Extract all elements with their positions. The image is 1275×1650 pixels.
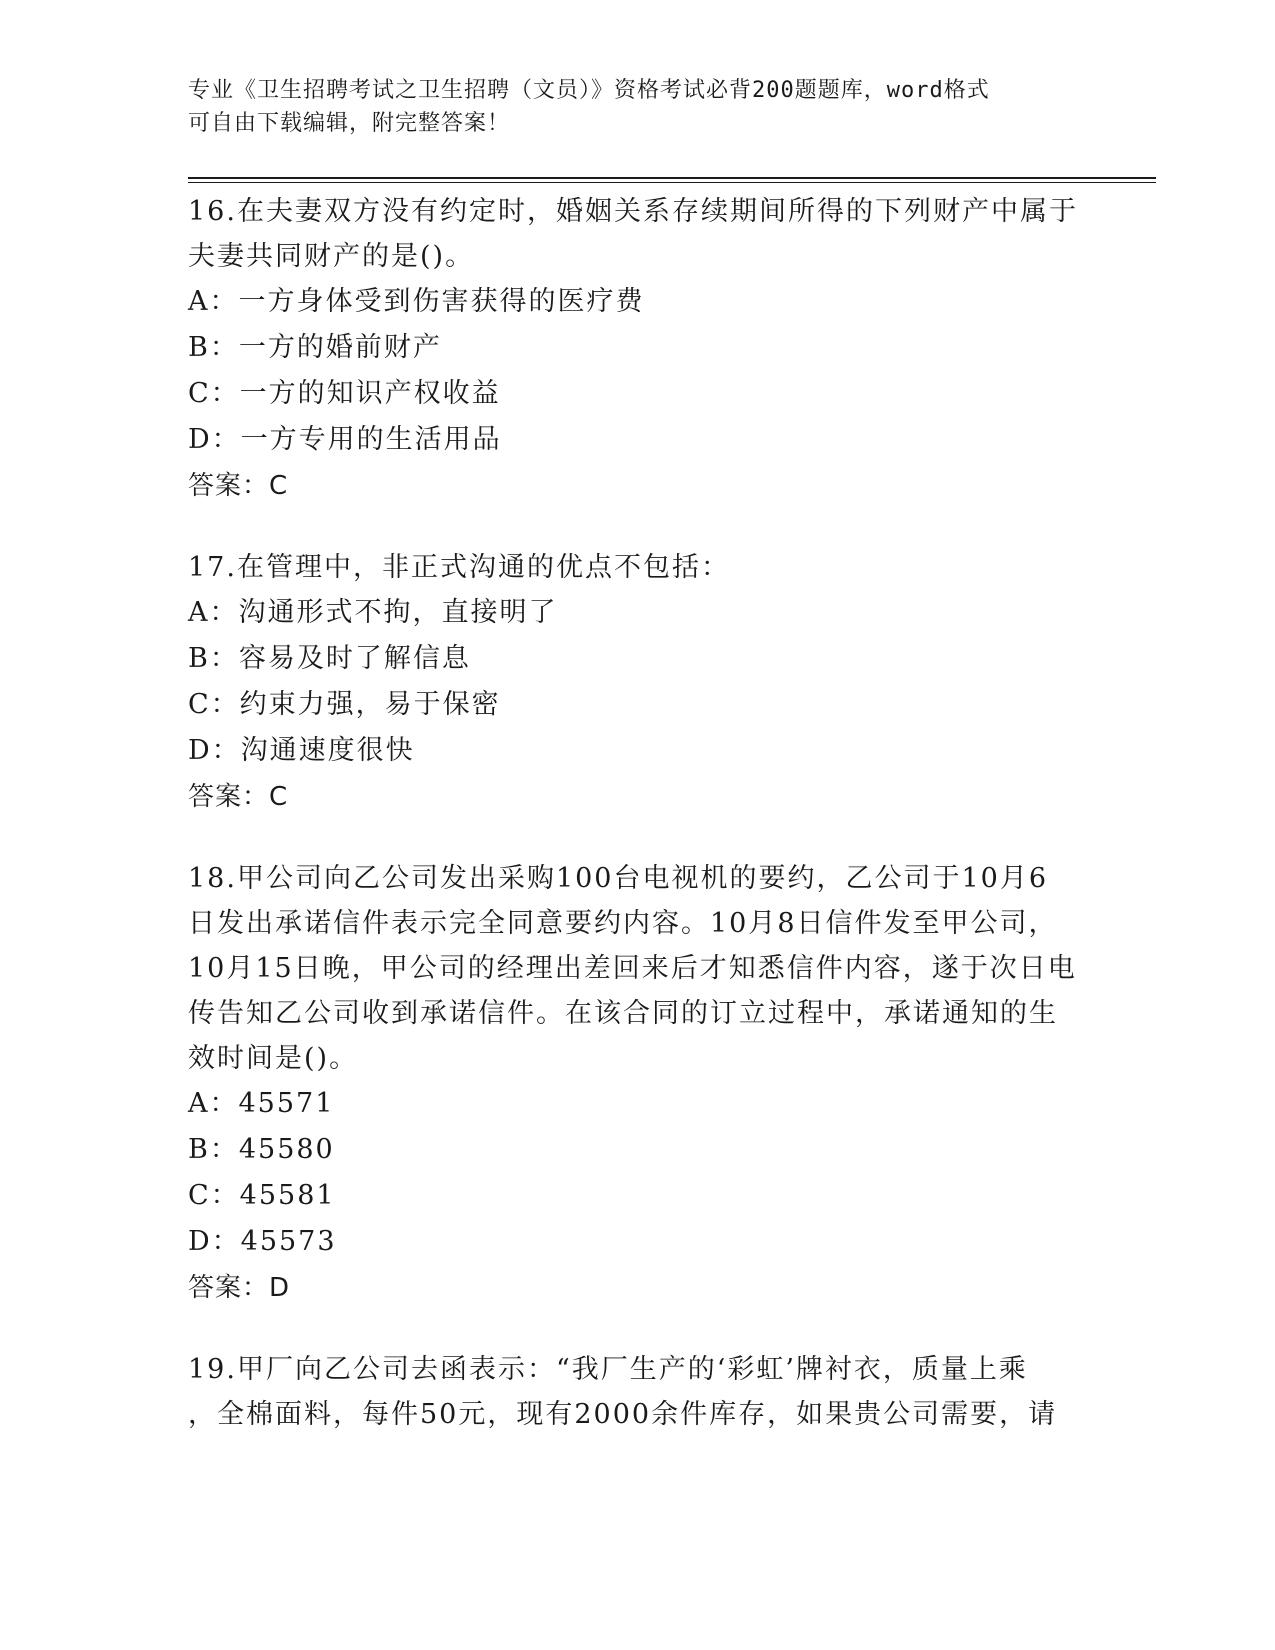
header-line-2: 可自由下载编辑，附完整答案！	[188, 111, 511, 136]
answer-line: 答案：C	[188, 782, 289, 812]
option-a: A：45571	[188, 1088, 335, 1119]
header-line-1: 专业《卫生招聘考试之卫生招聘（文员）》资格考试必背200题题库，word格式	[188, 78, 990, 103]
option-a: A：沟通形式不拘，直接明了	[188, 597, 558, 628]
answer-line: 答案：D	[188, 1273, 291, 1303]
answer-line: 答案：C	[188, 471, 289, 501]
question-stem-line: 效时间是()。	[188, 1043, 359, 1074]
question-stem-line: 日发出承诺信件表示完全同意要约内容。10月8日信件发至甲公司，	[188, 908, 1058, 939]
option-b: B：一方的婚前财产	[188, 332, 442, 363]
option-c: C：约束力强，易于保密	[188, 689, 501, 720]
question-stem-line: 传告知乙公司收到承诺信件。在该合同的订立过程中，承诺通知的生	[188, 998, 1058, 1029]
option-c: C：一方的知识产权收益	[188, 378, 501, 409]
option-b: B：容易及时了解信息	[188, 643, 471, 674]
question-list	[188, 189, 1088, 1473]
option-d: D：45573	[188, 1226, 337, 1257]
option-a: A：一方身体受到伤害获得的医疗费	[188, 286, 645, 317]
question-stem-line: 17.在管理中，非正式沟通的优点不包括：	[188, 552, 730, 583]
header-divider-thin	[188, 182, 1156, 183]
question-stem-line: 18.甲公司向乙公司发出采购100台电视机的要约，乙公司于10月6	[188, 863, 1049, 894]
question-18	[188, 856, 1088, 1311]
option-d: D：一方专用的生活用品	[188, 424, 502, 455]
question-19	[188, 1347, 1088, 1437]
question-stem-line: 10月15日晚，甲公司的经理出差回来后才知悉信件内容，遂于次日电	[188, 953, 1077, 984]
question-stem-line: 夫妻共同财产的是()。	[188, 241, 475, 272]
question-17	[188, 545, 1088, 820]
question-stem-line: 16.在夫妻双方没有约定时，婚姻关系存续期间所得的下列财产中属于	[188, 196, 1078, 227]
document-header	[188, 74, 1068, 140]
header-divider-thick	[188, 177, 1156, 179]
question-stem-line: ，全棉面料，每件50元，现有2000余件库存，如果贵公司需要，请	[188, 1399, 1058, 1430]
option-c: C：45581	[188, 1180, 336, 1211]
option-b: B：45580	[188, 1134, 335, 1165]
question-16	[188, 189, 1088, 509]
option-d: D：沟通速度很快	[188, 735, 415, 766]
question-stem-line: 19.甲厂向乙公司去函表示：“我厂生产的‘彩虹’牌衬衣，质量上乘	[188, 1354, 1028, 1385]
